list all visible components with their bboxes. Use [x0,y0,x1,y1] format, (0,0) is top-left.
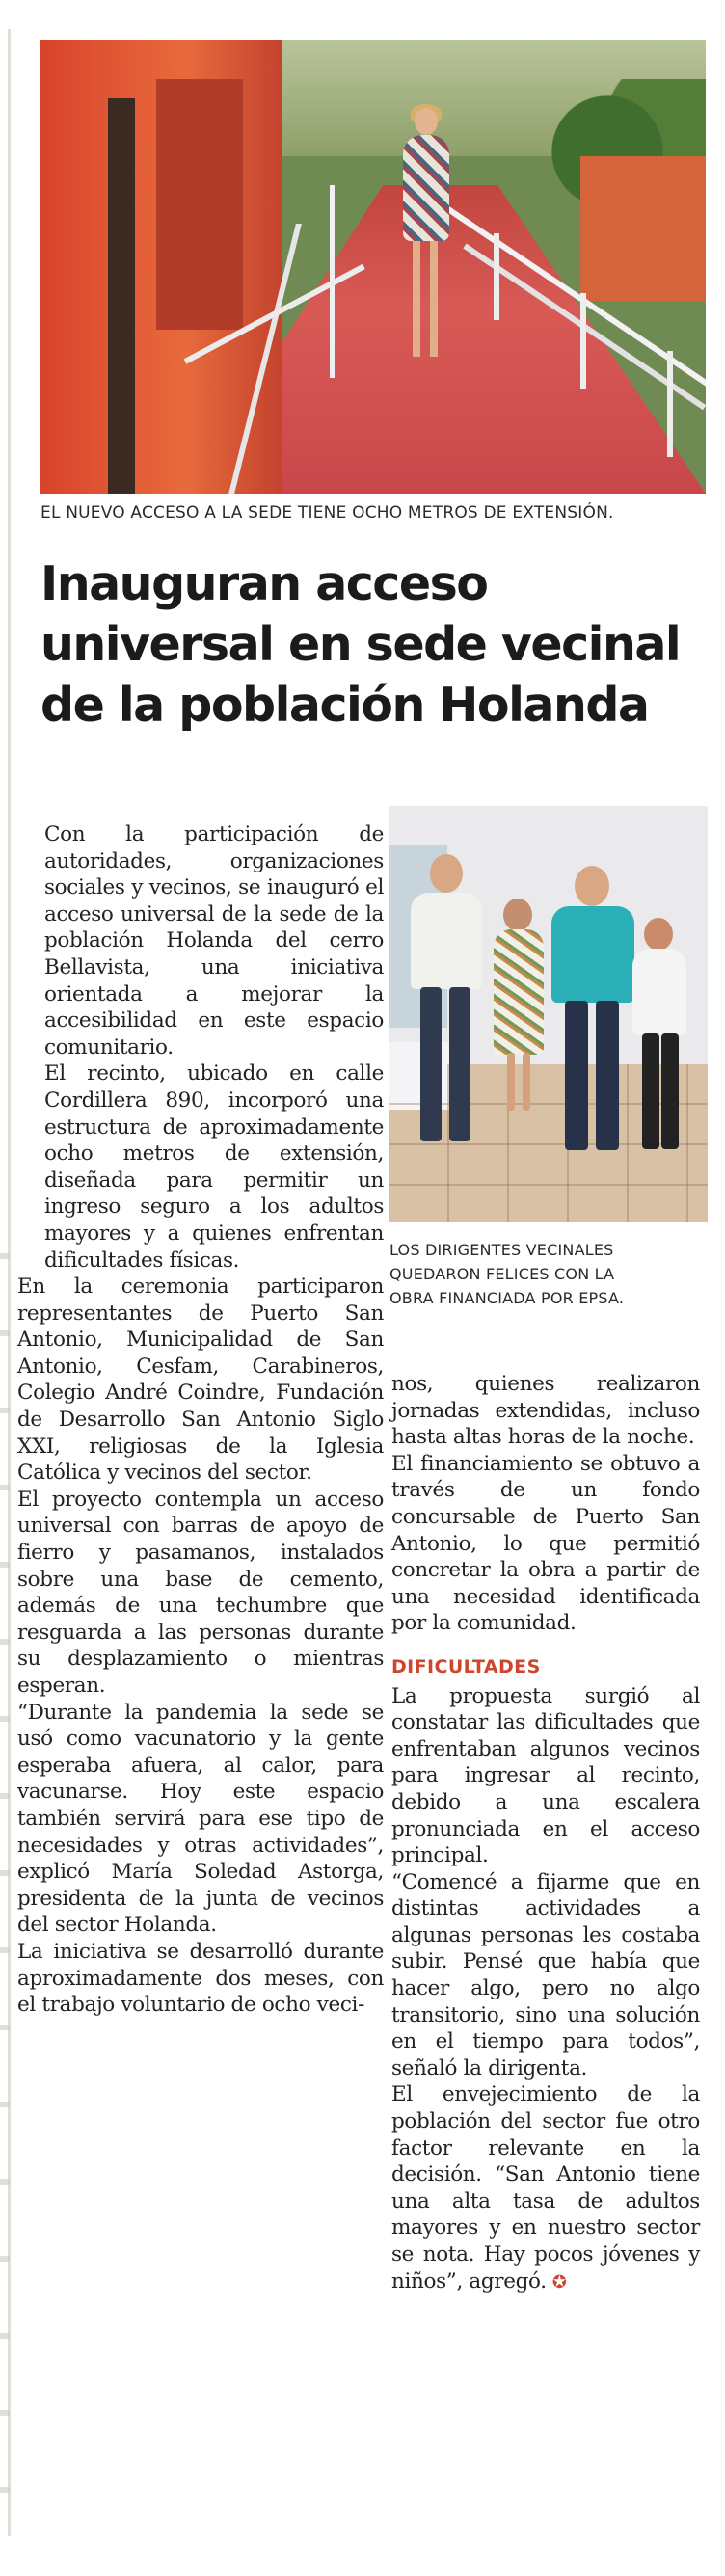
body-paragraph: El recinto, ubicado en calle Cordillera 890, incorporó una estructura de aproximadamente ocho metros de extensión, diseñada para permitir un ingreso seguro a los adultos mayores y a quienes enfrentan dificultades físicas. [44,1061,384,1273]
caption-line: QUEDARON FELICES CON LA [389,1265,615,1283]
ramp-photo [40,40,706,494]
body-paragraph: “Durante la pandemia la sede se usó como vacunatorio y la gente esperaba afuera, al calor, para vacunarse. Hoy este espacio también servirá para ese tipo de necesidades y otras actividades”, explicó María Soledad Astorga, presidenta de la junta de vecinos del sector Holanda. [17,1700,384,1938]
body-paragraph: nos, quienes realizaron jornadas extendidas, incluso hasta altas horas de la noche. [391,1372,700,1450]
body-paragraph: El financiamiento se obtuvo a través de un fondo concursable de Puerto San Antonio, lo que permitió concretar la obra a partir de una necesidad identificada por la comunidad. [391,1451,700,1636]
headline-line: universal en sede vecinal [40,617,681,672]
caption-line: OBRA FINANCIADA POR EPSA. [389,1289,625,1307]
leaders-photo [389,806,708,1222]
body-paragraph [391,2081,700,2295]
closing-text: El envejecimiento de la población del sector fue otro factor relevante en la decisión. “San Antonio tiene una alta tasa de adultos mayores y en nuestro sector se nota. Hay pocos jóvenes y niños”, agregó. [391,2082,700,2294]
end-of-article-icon: ✪ [551,2271,567,2293]
leaders-photo-caption [389,1238,708,1310]
article-column-right [391,1371,700,2295]
headline-line: de la población Holanda [40,678,649,733]
body-paragraph: Con la participación de autoridades, organizaciones sociales y vecinos, se inauguró el acceso universal de la sede de la población Holanda del cerro Bellavista, una iniciativa orientada a mejorar la accesibilidad en este espacio comunitario. [44,822,384,1060]
caption-line: LOS DIRIGENTES VECINALES [389,1241,614,1259]
ramp-photo-caption: EL NUEVO ACCESO A LA SEDE TIENE OCHO METROS DE EXTENSIÓN. [40,503,614,523]
body-paragraph: “Comencé a fijarme que en distintas actividades a algunas personas les costaba subir. Pensé que había que hacer algo, pero no algo transitorio, sino una solución en el tiempo para todos”, señaló la dirigenta. [391,1869,700,2080]
woman-on-ramp [397,108,455,378]
body-paragraph: En la ceremonia participaron representantes de Puerto San Antonio, Municipalidad de San Antonio, Cesfam, Carabineros, Colegio André Coindre, Fundación de Desarrollo San Antonio Siglo XXI, religiosas de la Iglesia Católica y vecinos del sector. [17,1275,384,1486]
article-headline [40,553,706,736]
body-paragraph: El proyecto contempla un acceso universal con barras de apoyo de fierro y pasamanos, instalados sobre una base de cemento, además de una techumbre que resguarda a las personas durante su desplazamiento o mientras esperan. [17,1487,384,1698]
section-subhead: DIFICULTADES [391,1655,541,1677]
article-column-left [17,821,384,2019]
body-paragraph: La iniciativa se desarrolló durante aproximadamente dos meses, con el trabajo voluntario de ocho veci- [17,1939,384,2018]
headline-line: Inauguran acceso [40,556,488,611]
body-paragraph: La propuesta surgió al constatar las dificultades que enfrentaban algunos vecinos para ingresar al recinto, debido a una escalera pronunciada en el acceso principal. [391,1683,700,1868]
page-edge-marks [0,1253,10,2507]
